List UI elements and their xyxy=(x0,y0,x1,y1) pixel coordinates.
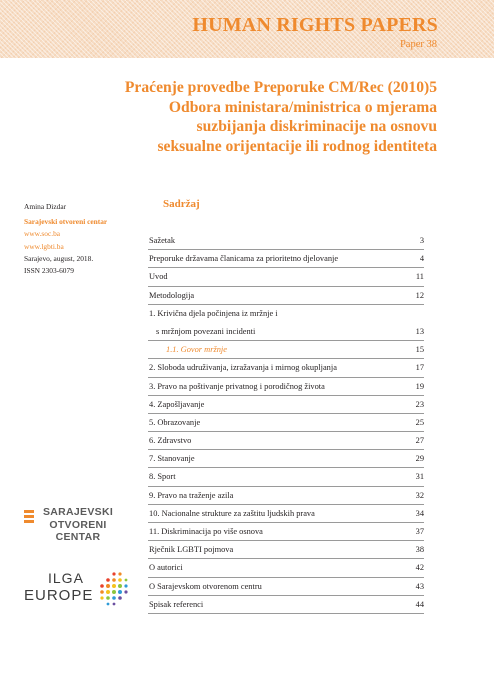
toc-entry[interactable] xyxy=(148,378,424,396)
author-name: Amina Dizdar xyxy=(24,202,67,211)
series-number: Paper 38 xyxy=(399,39,437,50)
toc-entry-label: 1. Krivična djela počinjena iz mržnje i xyxy=(149,308,278,318)
soc-logo-line: CENTAR xyxy=(55,531,101,543)
rainbow-dots-icon xyxy=(92,571,128,607)
toc-entry[interactable] xyxy=(148,268,424,286)
toc-entry-label: O autorici xyxy=(149,563,183,573)
toc-entry-label: 10. Nacionalne strukture za zaštitu ljudskih prava xyxy=(149,508,315,518)
toc-entry[interactable] xyxy=(148,323,424,341)
toc-entry-label: 8. Sport xyxy=(149,472,176,482)
toc-entry-label: 9. Pravo na traženje azila xyxy=(149,490,234,500)
title-line: seksualne orijentacije ili rodnog identiteta xyxy=(157,137,437,155)
toc-entry-page: 31 xyxy=(415,472,424,482)
toc-entry[interactable] xyxy=(148,487,424,505)
ilga-logo-top: ILGA xyxy=(48,570,84,586)
toc-entry[interactable] xyxy=(148,232,424,250)
soc-logo-text xyxy=(33,506,123,544)
title-line: Odbora ministara/ministrica o mjerama xyxy=(168,98,437,116)
toc-entry[interactable] xyxy=(148,432,424,450)
ilga-logo-bottom: EUROPE xyxy=(24,587,94,604)
ilga-europe-logo xyxy=(24,570,134,610)
document-title xyxy=(37,78,437,156)
toc-entry[interactable] xyxy=(148,596,424,614)
toc-entry[interactable] xyxy=(148,505,424,523)
toc-entry-page: 25 xyxy=(415,417,424,427)
toc-entry-label: 6. Zdravstvo xyxy=(149,436,192,446)
toc-entry[interactable] xyxy=(148,559,424,577)
toc-entry-label: 3. Pravo na poštivanje privatnog i porodičnog života xyxy=(149,381,325,391)
toc-entry-page: 4 xyxy=(419,254,424,264)
website-link[interactable]: www.soc.ba xyxy=(24,229,61,239)
title-line: suzbijanja diskriminacije na osnovu xyxy=(196,118,437,135)
toc-entry-page: 13 xyxy=(415,326,424,336)
toc-entry-label: Uvod xyxy=(149,272,168,282)
title-line: Praćenje provedbe Preporuke CM/Rec (2010)5 xyxy=(124,79,437,96)
toc-heading: Sadržaj xyxy=(163,198,200,210)
toc-entry-page: 17 xyxy=(415,363,424,373)
toc-entry-page: 42 xyxy=(415,563,424,573)
series-title: HUMAN RIGHTS PAPERS xyxy=(192,14,438,36)
toc-entry[interactable] xyxy=(148,414,424,432)
toc-entry-label: 2. Sloboda udruživanja, izražavanja i mirnog okupljanja xyxy=(149,363,337,373)
table-of-contents xyxy=(148,232,424,614)
toc-entry[interactable] xyxy=(148,468,424,486)
toc-entry-label: Metodologija xyxy=(149,290,195,300)
toc-entry-page: 32 xyxy=(415,490,424,500)
toc-entry[interactable] xyxy=(148,287,424,305)
toc-entry-label: 5. Obrazovanje xyxy=(149,417,201,427)
toc-entry[interactable] xyxy=(148,396,424,414)
toc-entry-page: 27 xyxy=(415,436,424,446)
toc-entry-page: 15 xyxy=(415,345,424,355)
toc-entry-label: 4. Zapošljavanje xyxy=(149,399,205,409)
soc-logo-line: OTVORENI xyxy=(49,518,107,531)
toc-entry-label: Preporuke državama članicama za prioritetno djelovanje xyxy=(149,254,339,264)
toc-entry-page: 34 xyxy=(415,508,424,518)
toc-entry-page: 3 xyxy=(419,236,424,245)
publication-meta xyxy=(24,201,144,277)
place-date: Sarajevo, august, 2018. xyxy=(24,253,94,263)
toc-entry[interactable] xyxy=(148,359,424,377)
toc-entry-label: O Sarajevskom otvorenom centru xyxy=(149,581,262,591)
toc-entry-page: 37 xyxy=(415,527,424,536)
toc-entry-page: 44 xyxy=(415,599,424,609)
toc-entry-label: Sažetak xyxy=(149,236,176,245)
toc-entry-page: 38 xyxy=(415,545,424,555)
toc-entry-label: 7. Stanovanje xyxy=(149,454,195,464)
toc-entry[interactable] xyxy=(148,250,424,268)
toc-entry-page: 19 xyxy=(415,381,424,391)
toc-entry-label: 1.1. Govor mržnje xyxy=(166,345,227,355)
toc-entry-page: 43 xyxy=(415,581,424,591)
issn: ISSN 2303-6079 xyxy=(24,266,74,276)
toc-entry-label: Spisak referenci xyxy=(149,599,204,609)
toc-entry-label: Rječnik LGBTI pojmova xyxy=(149,545,234,555)
toc-subentry[interactable] xyxy=(148,341,424,359)
toc-entry-page: 29 xyxy=(415,454,424,464)
soc-logo-line: SARAJEVSKI xyxy=(42,506,114,518)
toc-entry[interactable] xyxy=(148,305,424,323)
toc-entry-page: 23 xyxy=(415,399,424,409)
toc-entry[interactable] xyxy=(148,523,424,541)
website-link[interactable]: www.lgbti.ba xyxy=(24,241,64,251)
toc-entry-label: s mržnjom povezani incidenti xyxy=(156,326,256,336)
toc-entry[interactable] xyxy=(148,578,424,596)
toc-entry-page: 12 xyxy=(415,290,424,300)
toc-entry[interactable] xyxy=(148,450,424,468)
toc-entry[interactable] xyxy=(148,541,424,559)
toc-entry-page: 11 xyxy=(415,272,424,282)
organization-name: Sarajevski otvoreni centar xyxy=(24,217,108,227)
toc-entry-label: 11. Diskriminacija po više osnova xyxy=(149,527,263,536)
